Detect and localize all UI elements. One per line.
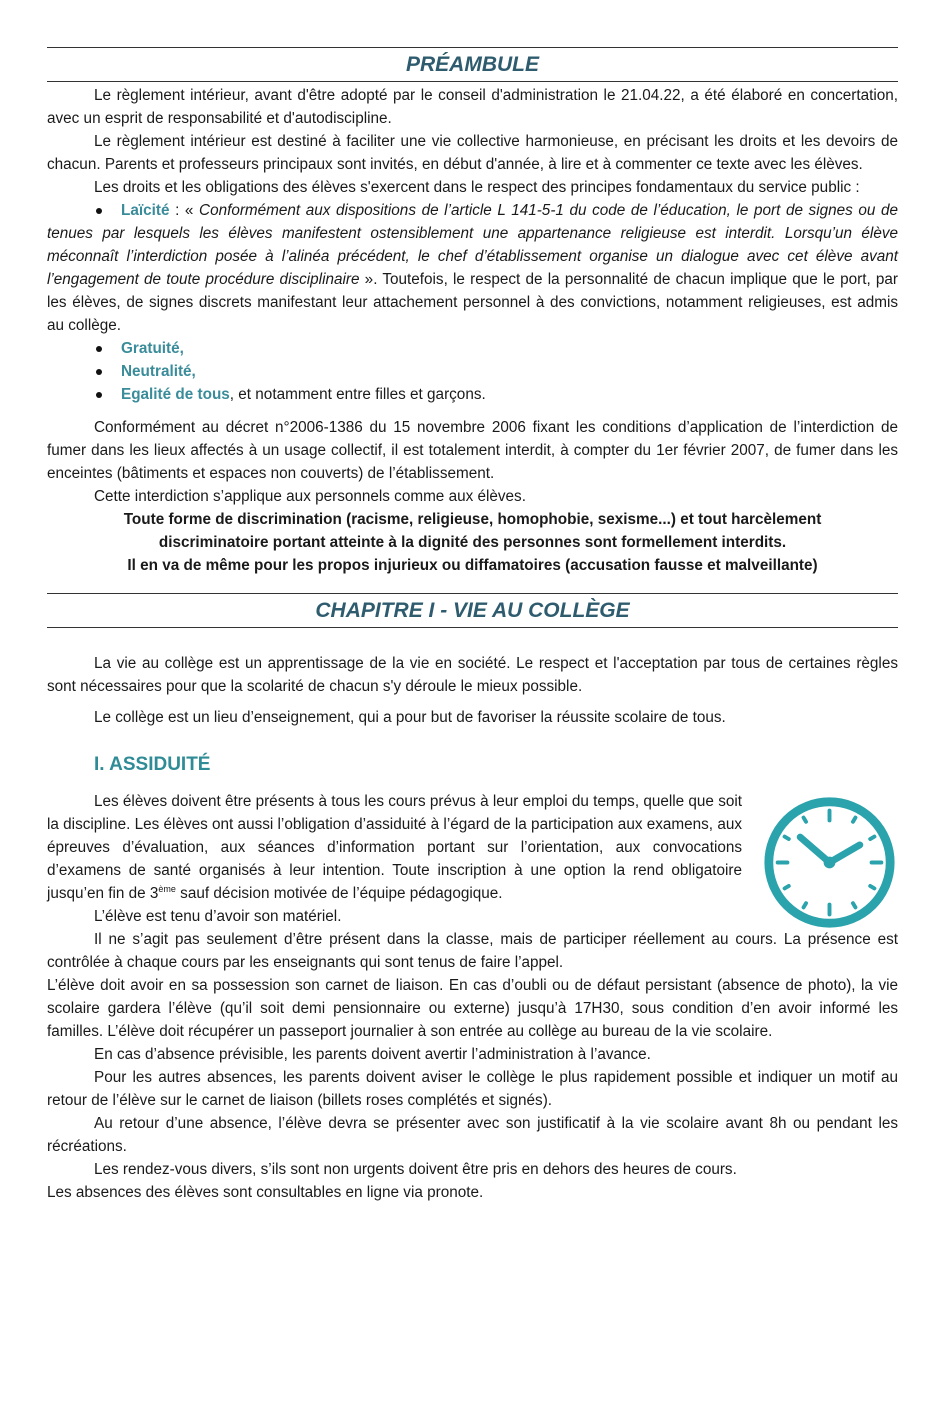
list-item — [47, 360, 898, 383]
preambule-paragraph: Le règlement intérieur est destiné à faciliter une vie collective harmonieuse, en précisant les droits et les devoirs de chacun. Parents et professeurs principaux sont invités, en début d'année, à lire et à commenter ce texte avec les élèves. — [47, 133, 898, 173]
preambule-paragraph: Le règlement intérieur, avant d'être adopté par le conseil d'administration le 21.04.22, a été élaboré en concertation, avec un esprit de responsabilité et d'autodiscipline. — [47, 87, 898, 127]
assiduite-paragraph: Les rendez-vous divers, s’ils sont non urgents doivent être pris en dehors des heures de cours. — [94, 1161, 737, 1178]
laicite-open: : « — [169, 202, 200, 219]
chapter-paragraph: La vie au collège est un apprentissage de la vie en société. Le respect et l'acceptation par tous de certaines règles sont nécessaires pour que la scolarité de chacun s'y déroule le mieux possible. — [47, 655, 898, 695]
preambule-title: PRÉAMBULE — [47, 47, 898, 82]
neutralite-label: Neutralité, — [121, 363, 196, 380]
list-item — [47, 199, 898, 337]
laicite-rest: ». Toutefois, le respect de la personnalité de chacun implique que le port, par les élèves, de signes discrets manifestant leur attachement personnel à des convictions, notamment religieuses, est admis au collège. — [47, 271, 898, 334]
smoking-note: Cette interdiction s’applique aux personnels comme aux élèves. — [94, 488, 526, 505]
clock-icon — [761, 794, 898, 931]
principles-list — [47, 199, 898, 406]
preambule-paragraph: Les droits et les obligations des élèves s'exercent dans le respect des principes fondamentaux du service public : — [94, 179, 860, 196]
assiduite-paragraph: Au retour d’une absence, l’élève devra se présenter avec son justificatif à la vie scolaire avant 8h ou pendant les récréations. — [47, 1115, 898, 1155]
section-title-assiduite: I. ASSIDUITÉ — [94, 754, 211, 775]
defamation-notice: Il en va de même pour les propos injurieux ou diffamatoires (accusation fausse et malveillante) — [127, 557, 818, 574]
document-page — [47, 0, 898, 1204]
superscript: ème — [158, 883, 176, 894]
assiduite-paragraph: Les absences des élèves sont consultables en ligne via pronote. — [47, 1184, 484, 1201]
laicite-label: Laïcité — [121, 202, 170, 219]
chapter-paragraph: Le collège est un lieu d’enseignement, qui a pour but de favoriser la réussite scolaire de tous. — [94, 709, 726, 726]
chapter-title: CHAPITRE I - VIE AU COLLÈGE — [47, 593, 898, 628]
smoking-paragraph: Conformément au décret n°2006-1386 du 15 novembre 2006 fixant les conditions d’application de l’interdiction de fumer dans les lieux affectés à un usage collectif, il est totalement interdit, à compter du 1er février 2007, de fumer dans les enceintes (bâtiments et espaces non couverts) de l’établissement. — [47, 419, 898, 482]
egalite-label: Egalité de tous — [121, 386, 230, 403]
assiduite-text-end: sauf décision motivée de l’équipe pédagogique. — [175, 885, 503, 902]
gratuite-label: Gratuité, — [121, 340, 184, 357]
assiduite-paragraph: L’élève est tenu d’avoir son matériel. — [94, 908, 342, 925]
list-item — [47, 337, 898, 360]
list-item — [47, 383, 898, 406]
assiduite-paragraph: Il ne s’agit pas seulement d’être présent dans la classe, mais de participer réellement au cours. La présence est contrôlée à chaque cours par les enseignants qui sont tenus de faire l’appel. — [47, 931, 898, 971]
assiduite-paragraph: En cas d’absence prévisible, les parents doivent avertir l’administration à l’avance. — [94, 1046, 651, 1063]
assiduite-paragraph: L’élève doit avoir en sa possession son carnet de liaison. En cas d’oubli ou de défaut persistant (absence de photo), la vie scolaire gardera l’élève (qu’il soit demi pensionnaire ou externe) jusqu’à 17H30, sous condition d’en avoir informé les familles. L’élève doit récupérer un passeport journalier à son entrée au collège au bureau de la vie scolaire. — [47, 977, 898, 1040]
egalite-rest: , et notamment entre filles et garçons. — [229, 386, 486, 403]
discrimination-notice: Toute forme de discrimination (racisme, religieuse, homophobie, sexisme...) et tout harcèlement discriminatoire portant atteinte à la dignité des personnes sont formellement interdits. — [123, 511, 822, 551]
laicite-quote: Conformément aux dispositions de l’article L 141-5-1 du code de l’éducation, le port de signes ou de tenues par lesquels les élèves manifestent ostensiblement une appartenance religieuse est interdit. Lorsqu’un élève méconnaît l’interdiction posée à l’alinéa précédent, le chef d’établissement organise un dialogue avec cet élève avant l’engagement de toute procédure disciplinaire — [47, 202, 898, 288]
assiduite-text: Les élèves doivent être présents à tous les cours prévus à leur emploi du temps, quelle que soit la discipline. Les élèves ont aussi l’obligation d’assiduité à l’égard de la participation aux examens, aux épreuves d’évaluation, aux séances d’information portant sur l’orientation, aux convocations d’examens de santé organisés à leur intention. Toute inscription à une option la rend obligatoire jusqu’en fin de 3 — [47, 793, 742, 902]
assiduite-paragraph: Pour les autres absences, les parents doivent aviser le collège le plus rapidement possible et indiquer un motif au retour de l’élève sur le carnet de liaison (billets roses complétés et signés). — [47, 1069, 898, 1109]
